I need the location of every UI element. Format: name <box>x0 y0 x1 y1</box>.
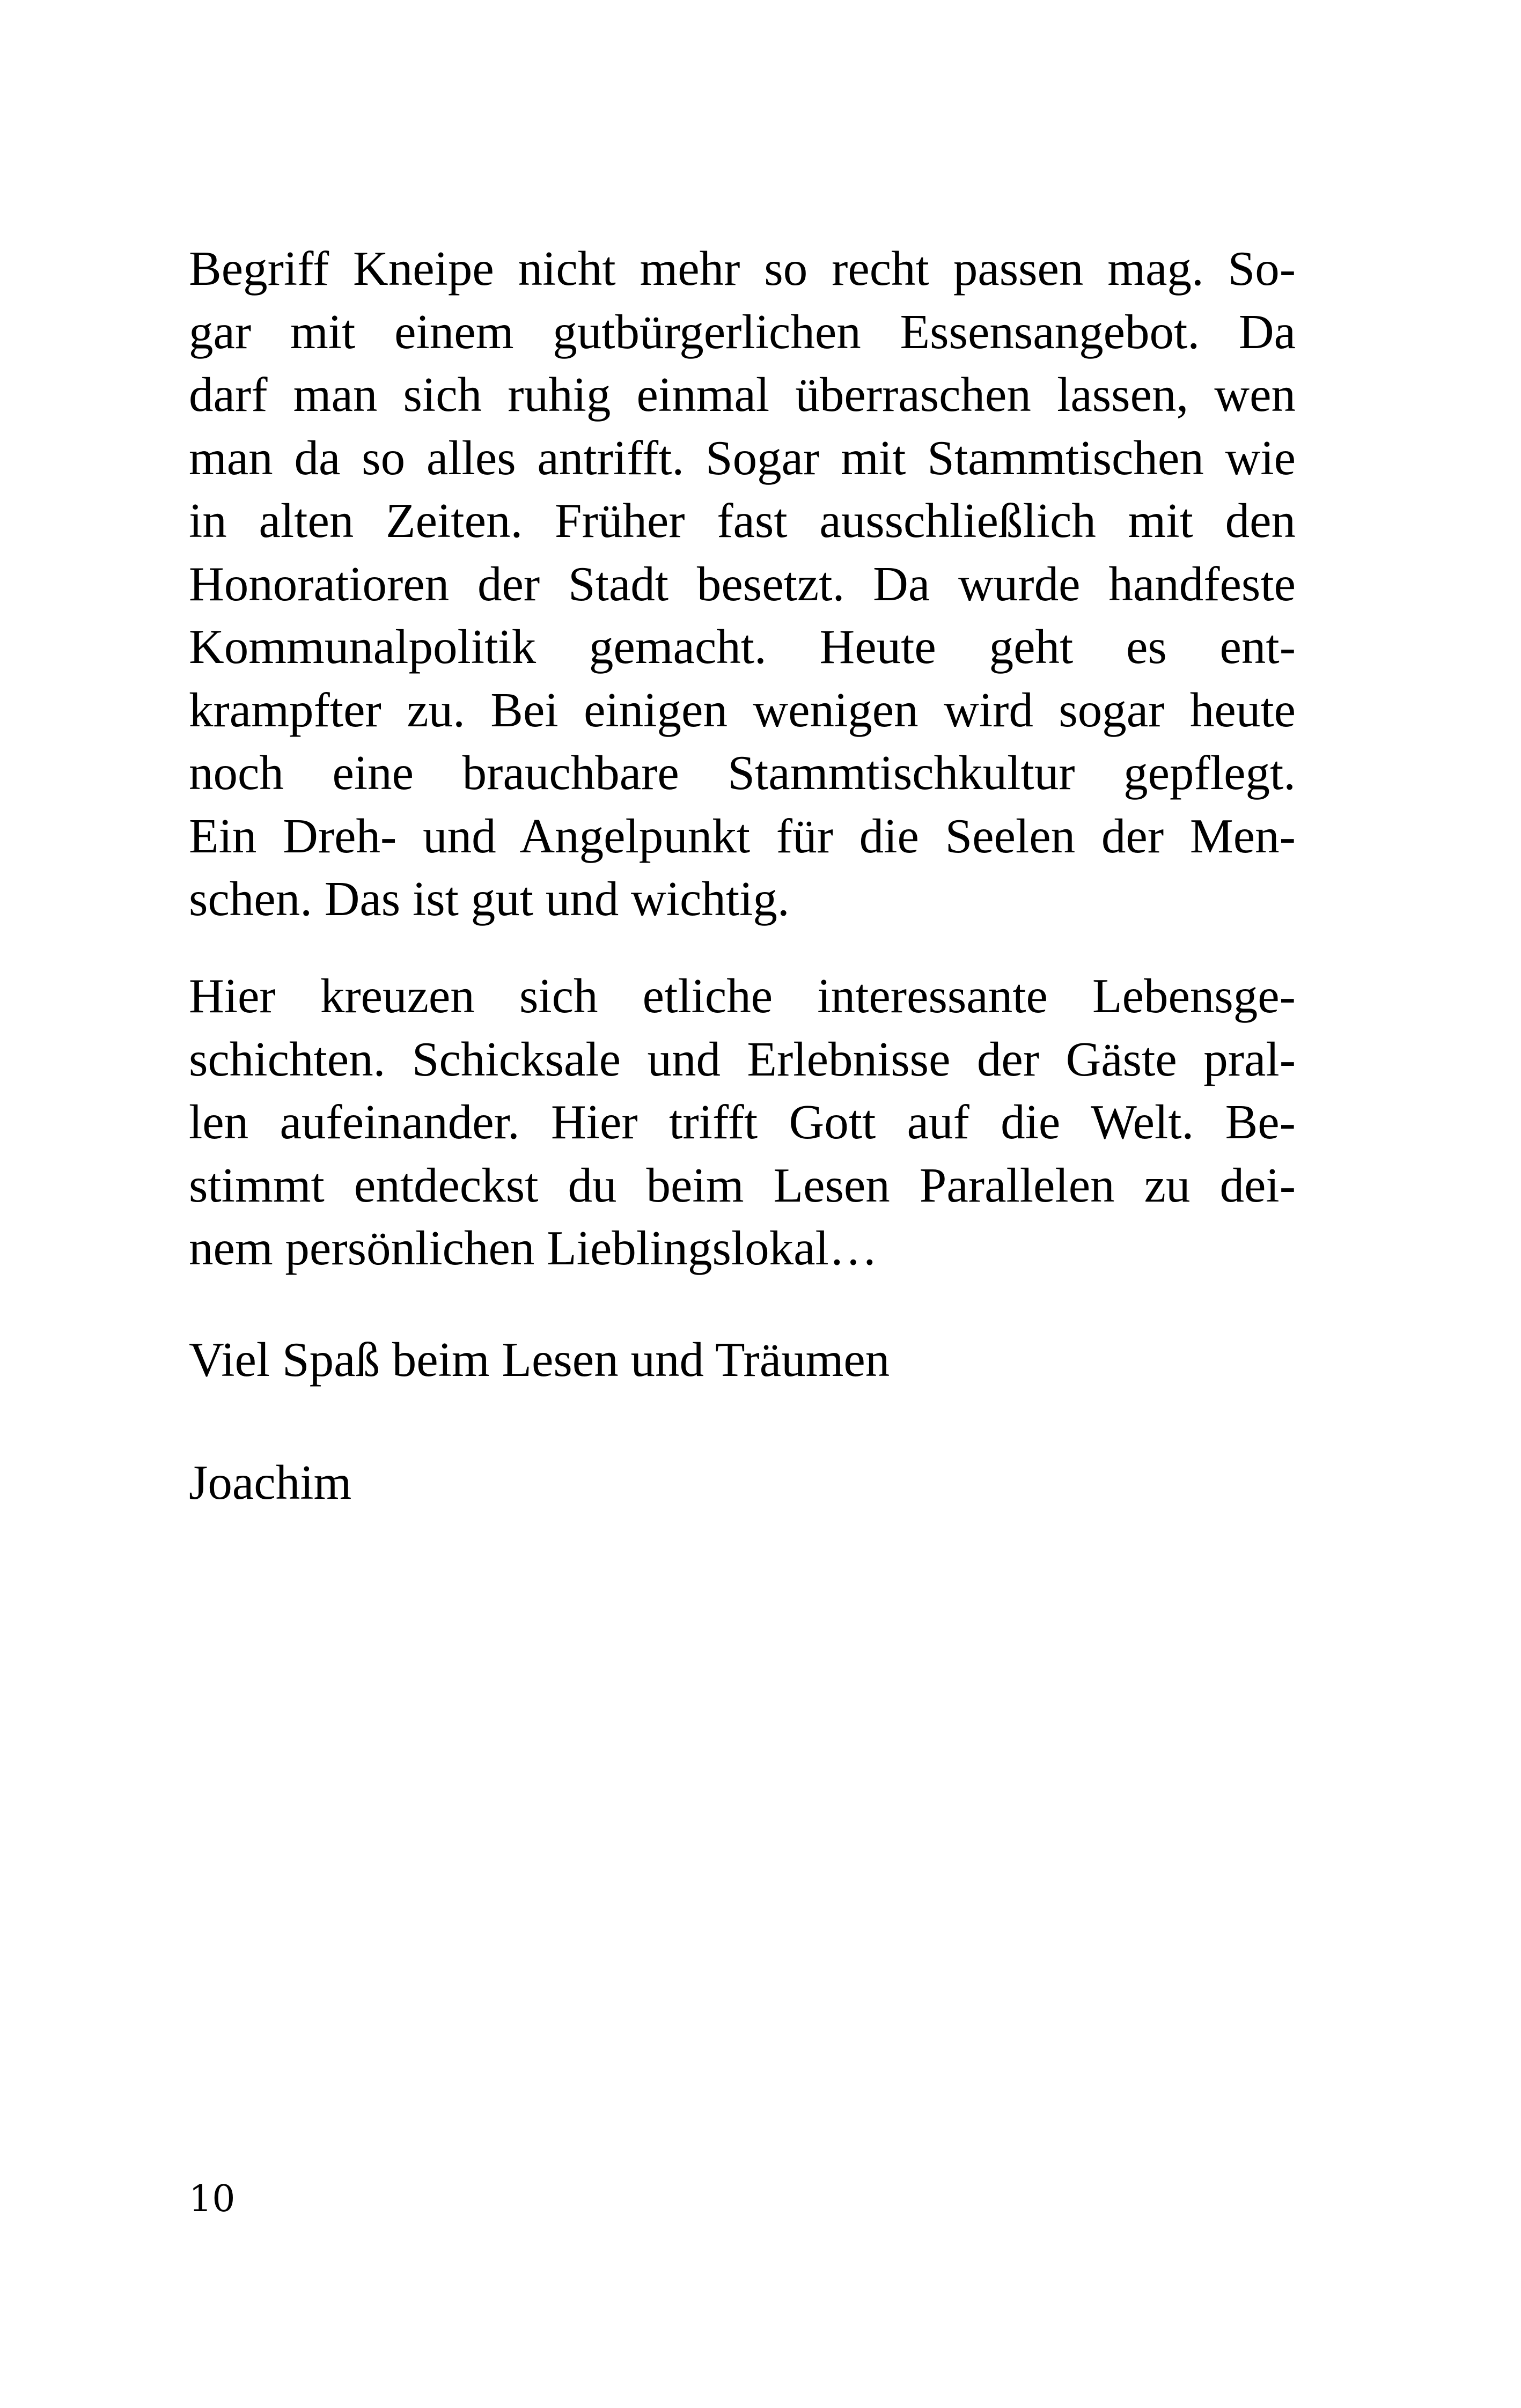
text-line: schen. Das ist gut und wichtig. <box>189 872 790 926</box>
text-line: Kommunalpolitik gemacht. Heute geht es ent- <box>189 620 1296 674</box>
text-line: Ein Dreh- und Angelpunkt für die Seelen der Men- <box>189 808 1296 863</box>
signature-text: Joachim <box>189 1455 352 1509</box>
paragraph-2 <box>189 964 1296 1280</box>
text-line: gar mit einem gutbürgerlichen Essensangebot. Da <box>189 304 1296 359</box>
text-line: schichten. Schicksale und Erlebnisse der Gäste pral- <box>189 1032 1296 1086</box>
text-line: nem persönlichen Lieblingslokal… <box>189 1221 878 1275</box>
text-line: Begriff Kneipe nicht mehr so recht passen mag. So- <box>189 241 1296 296</box>
page-number: 10 <box>189 2178 236 2220</box>
text-line: in alten Zeiten. Früher fast ausschließlich mit den <box>189 494 1296 548</box>
text-line: Hier kreuzen sich etliche interessante Lebensge- <box>189 969 1296 1023</box>
text-line: len aufeinander. Hier trifft Gott auf die Welt. Be- <box>189 1095 1296 1149</box>
closing-text: Viel Spaß beim Lesen und Träumen <box>189 1332 890 1387</box>
closing-line <box>189 1328 1296 1391</box>
text-line: stimmt entdeckst du beim Lesen Parallelen zu dei- <box>189 1158 1296 1212</box>
text-line: Honoratioren der Stadt besetzt. Da wurde handfeste <box>189 556 1296 611</box>
text-line: darf man sich ruhig einmal überraschen lassen, wen <box>189 367 1296 422</box>
paragraph-1 <box>189 237 1296 931</box>
text-line: man da so alles antrifft. Sogar mit Stammtischen wie <box>189 430 1296 485</box>
text-line: krampfter zu. Bei einigen wenigen wird sogar heute <box>189 682 1296 737</box>
signature <box>189 1451 1296 1514</box>
text-line: noch eine brauchbare Stammtischkultur gepflegt. <box>189 746 1296 800</box>
